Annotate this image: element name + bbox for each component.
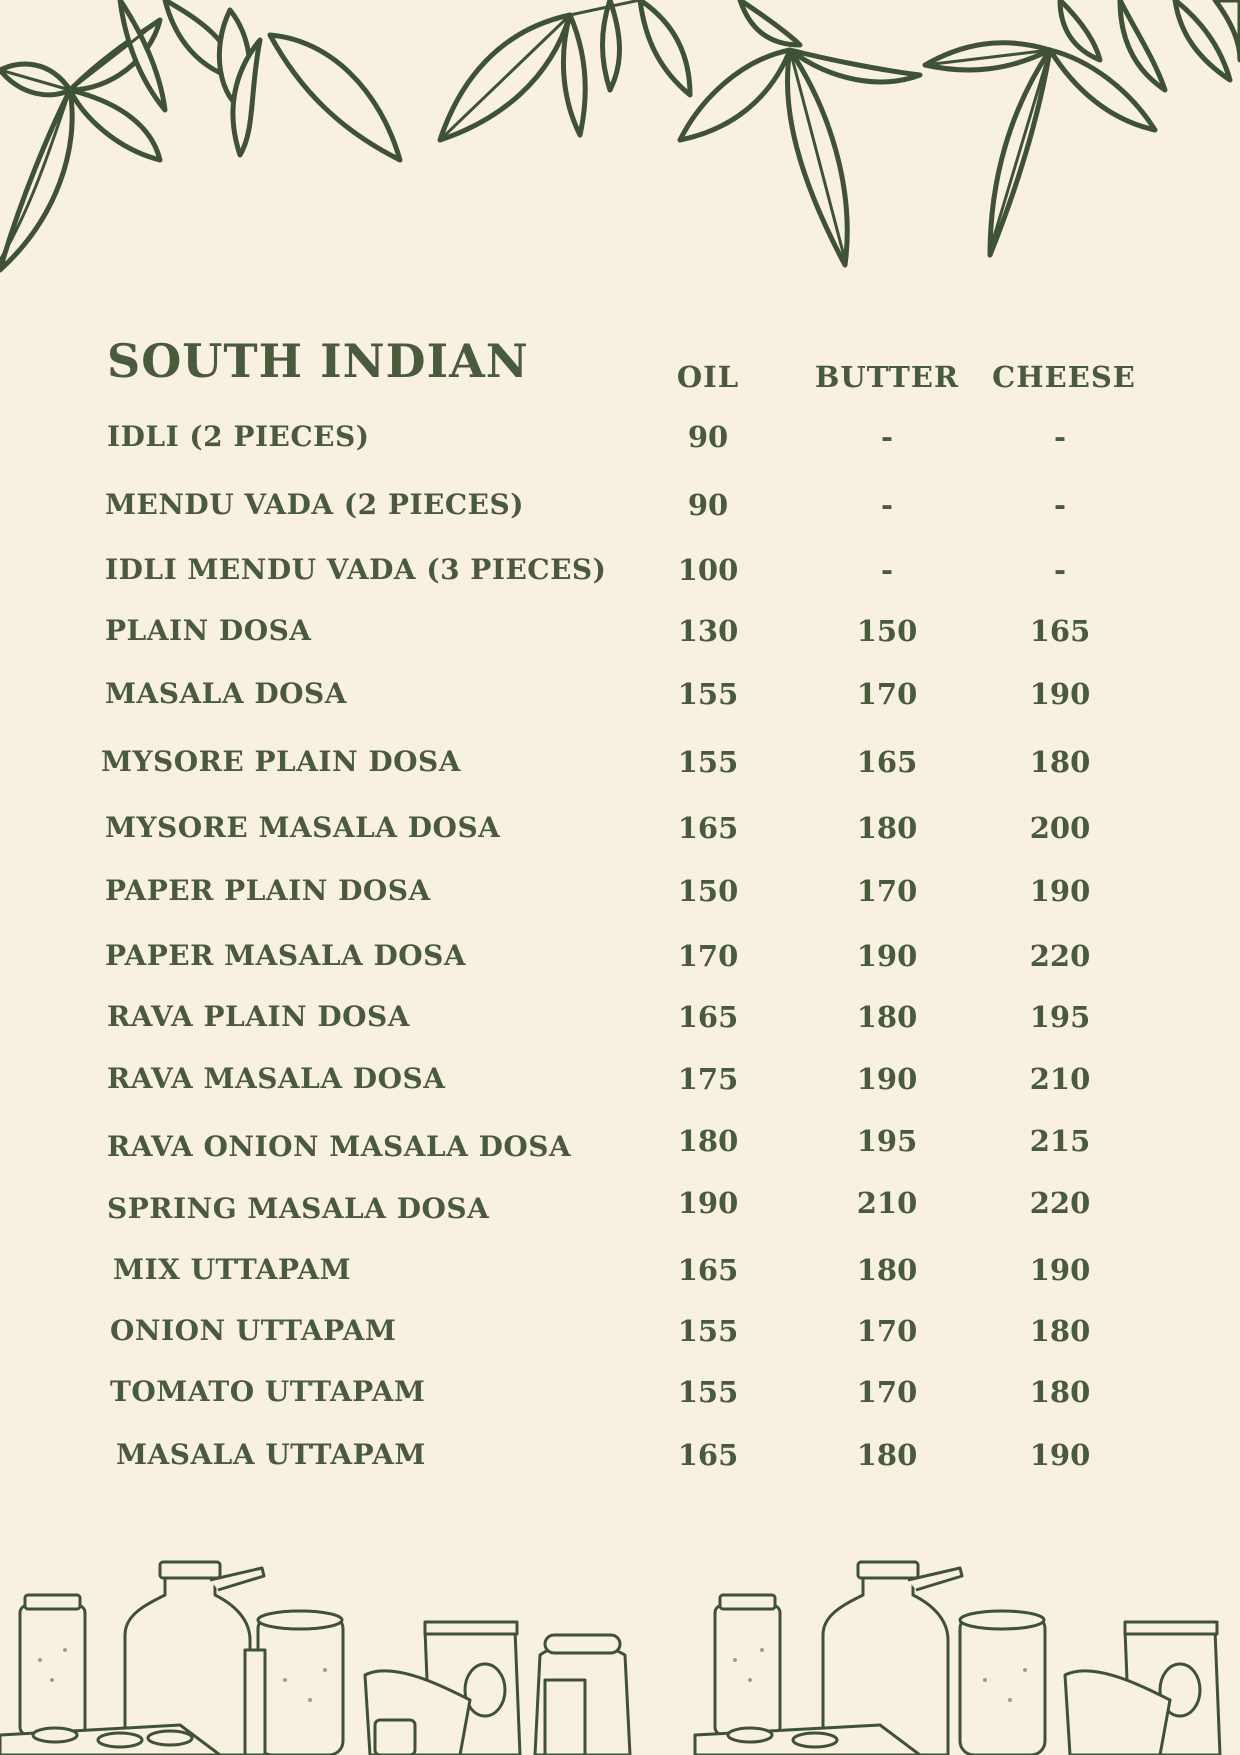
- price-oil: 100: [677, 553, 739, 587]
- menu-item-row: [0, 488, 1240, 536]
- menu-item-name: PAPER MASALA DOSA: [105, 939, 467, 972]
- price-butter: 190: [856, 939, 918, 973]
- price-cheese: 190: [1029, 1438, 1091, 1472]
- price-butter: 180: [856, 1253, 918, 1287]
- menu-item-name: IDLI (2 PIECES): [107, 420, 370, 453]
- price-butter: 180: [856, 1438, 918, 1472]
- menu-item-row: [0, 874, 1240, 922]
- price-oil: 165: [677, 1438, 739, 1472]
- price-cheese: 210: [1029, 1062, 1091, 1096]
- menu-item-row: [0, 614, 1240, 662]
- price-butter: -: [880, 420, 894, 454]
- menu-item-row: [0, 1062, 1240, 1110]
- menu-item-row: [0, 811, 1240, 859]
- price-butter: 170: [856, 677, 918, 711]
- price-oil: 175: [677, 1062, 739, 1096]
- price-butter: 190: [856, 1062, 918, 1096]
- price-butter: 180: [856, 1000, 918, 1034]
- price-oil: 165: [677, 1253, 739, 1287]
- price-oil: 150: [677, 874, 739, 908]
- price-cheese: 220: [1029, 939, 1091, 973]
- price-butter: 210: [856, 1186, 918, 1220]
- price-cheese: 195: [1029, 1000, 1091, 1034]
- menu-item-row: [0, 420, 1240, 468]
- menu-item-row: [0, 553, 1240, 601]
- price-cheese: 200: [1029, 811, 1091, 845]
- menu-item-name: PLAIN DOSA: [105, 614, 312, 647]
- price-butter: 170: [856, 1314, 918, 1348]
- price-oil: 180: [677, 1124, 739, 1158]
- menu-item-row: [0, 1375, 1240, 1423]
- price-cheese: 220: [1029, 1186, 1091, 1220]
- price-oil: 170: [677, 939, 739, 973]
- price-oil: 190: [677, 1186, 739, 1220]
- menu-item-name: ONION UTTAPAM: [110, 1314, 397, 1347]
- price-cheese: 190: [1029, 1253, 1091, 1287]
- menu-item-name: MYSORE PLAIN DOSA: [101, 745, 461, 778]
- menu-item-row: [0, 1124, 1240, 1178]
- price-butter: 170: [856, 1375, 918, 1409]
- menu-item-name: RAVA PLAIN DOSA: [107, 1000, 411, 1033]
- leaf-branches-illustration: [0, 0, 1240, 280]
- menu-item-row: [0, 677, 1240, 725]
- price-butter: 170: [856, 874, 918, 908]
- menu-item-name: SPRING MASALA DOSA: [107, 1192, 490, 1225]
- price-butter: -: [880, 488, 894, 522]
- price-butter: 195: [856, 1124, 918, 1158]
- price-cheese: 190: [1029, 874, 1091, 908]
- menu-section-title: SOUTH INDIAN: [107, 334, 529, 388]
- menu-item-name: MASALA DOSA: [105, 677, 347, 710]
- menu-item-row: [0, 939, 1240, 987]
- price-cheese: 190: [1029, 677, 1091, 711]
- menu-item-row: [0, 1253, 1240, 1301]
- menu-item-name: MENDU VADA (2 PIECES): [105, 488, 524, 521]
- price-oil: 155: [677, 1375, 739, 1409]
- menu-item-name: MYSORE MASALA DOSA: [105, 811, 501, 844]
- menu-item-row: [0, 1000, 1240, 1048]
- price-cheese: -: [1053, 553, 1067, 587]
- price-oil: 165: [677, 1000, 739, 1034]
- price-oil: 90: [687, 488, 729, 522]
- menu-item-row: [0, 1438, 1240, 1486]
- price-cheese: 180: [1029, 1375, 1091, 1409]
- price-butter: 150: [856, 614, 918, 648]
- menu-item-name: TOMATO UTTAPAM: [110, 1375, 426, 1408]
- price-cheese: 165: [1029, 614, 1091, 648]
- price-cheese: 215: [1029, 1124, 1091, 1158]
- menu-item-name: MIX UTTAPAM: [113, 1253, 352, 1286]
- price-butter: 165: [856, 745, 918, 779]
- price-oil: 155: [677, 745, 739, 779]
- menu-item-row: [0, 745, 1240, 793]
- price-oil: 155: [677, 677, 739, 711]
- menu-item-row: [0, 1186, 1240, 1240]
- column-header-oil: OIL: [676, 360, 740, 394]
- menu-item-name: PAPER PLAIN DOSA: [105, 874, 431, 907]
- column-header-cheese: CHEESE: [992, 360, 1136, 394]
- menu-item-name: RAVA ONION MASALA DOSA: [107, 1130, 572, 1163]
- price-oil: 165: [677, 811, 739, 845]
- price-oil: 155: [677, 1314, 739, 1348]
- price-oil: 90: [687, 420, 729, 454]
- price-cheese: 180: [1029, 1314, 1091, 1348]
- price-cheese: -: [1053, 488, 1067, 522]
- menu-item-name: MASALA UTTAPAM: [116, 1438, 426, 1471]
- column-header-butter: BUTTER: [814, 360, 960, 394]
- menu-item-name: RAVA MASALA DOSA: [107, 1062, 446, 1095]
- menu-item-row: [0, 1314, 1240, 1362]
- price-butter: 180: [856, 811, 918, 845]
- price-butter: -: [880, 553, 894, 587]
- price-cheese: -: [1053, 420, 1067, 454]
- menu-item-name: IDLI MENDU VADA (3 PIECES): [105, 553, 607, 586]
- price-cheese: 180: [1029, 745, 1091, 779]
- kitchen-jars-illustration: [0, 1540, 1240, 1755]
- price-oil: 130: [677, 614, 739, 648]
